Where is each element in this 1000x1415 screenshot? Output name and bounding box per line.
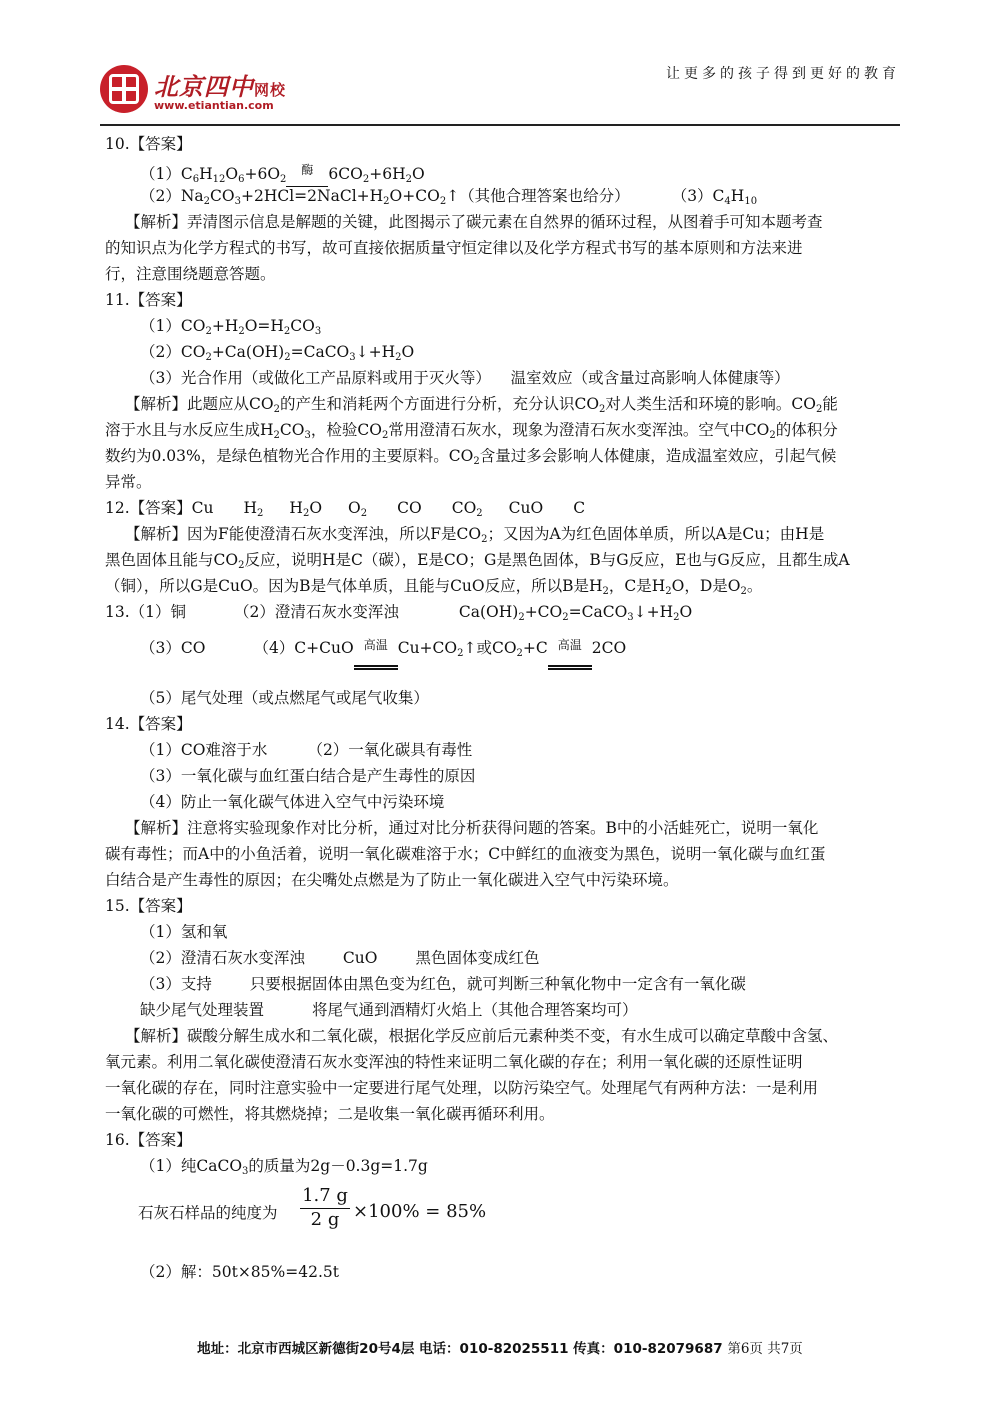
q15-explanation-4: 一氧化碳的可燃性，将其燃烧掉；二是收集一氧化碳再循环利用。 xyxy=(105,1105,555,1123)
reaction-condition: 高温 xyxy=(354,625,398,665)
q11-answer-1: $(1)CO_2+H_2O=H_2CO_3$ xyxy=(140,317,322,337)
q15-explanation-1: 【解析】碳酸分解生成水和二氧化碳，根据化学反应前后元素种类不变，有水生成可以确定草酸中含氢、 xyxy=(125,1027,839,1045)
q15-answer-4: 缺少尾气处理装置 将尾气通到酒精灯火焰上（其他合理答案均可） xyxy=(140,1001,638,1019)
reaction-condition: 酶 xyxy=(286,157,328,183)
page-number: 第6页 共7页 xyxy=(727,1341,803,1357)
header-slogan: 让更多的孩子得到更好的教育 xyxy=(666,66,900,82)
q16-heading: 16.【答案】 xyxy=(105,1131,192,1149)
q15-answer-1: （1）氢和氧 xyxy=(140,923,228,941)
q12-explanation-1: 【解析】因为F能使澄清石灰水变浑浊，所以F是$CO_2$；又因为A为红色固体单质，所以A是Cu；由H是 xyxy=(125,525,825,545)
page-footer xyxy=(0,1337,1000,1357)
q11-explanation-3: 数约为0.03%，是绿色植物光合作用的主要原料。$CO_2$含量过多会影响人体健康，造成温室效应，引起气候 xyxy=(105,447,837,467)
answer-content xyxy=(105,131,900,1285)
q15-explanation-2: 氧元素。利用二氧化碳使澄清石灰水变浑浊的特性来证明二氧化碳的存在；利用一氧化碳的还原性证明 xyxy=(105,1053,803,1071)
logo-emblem-icon xyxy=(100,65,148,113)
header-divider xyxy=(100,124,900,126)
q10-explanation-2: 的知识点为化学方程式的书写，故可直接依据质量守恒定律以及化学方程式书写的基本原则和方法来进 xyxy=(105,239,803,257)
q11-answer-3: （3）光合作用（或做化工产品原料或用于灭火等） 温室效应（或含量过高影响人体健康等） xyxy=(140,369,790,387)
q10-explanation-1: 【解析】弄清图示信息是解题的关键，此图揭示了碳元素在自然界的循环过程，从图着手可知本题考查 xyxy=(125,213,823,231)
logo-name: 北京四中网校 xyxy=(154,72,287,101)
q12-answer: 12.【答案】Cu $H_2$ $H_2O$ $O_2$ CO $CO_2$ CuO C xyxy=(105,499,586,519)
q14-explanation-2: 碳有毒性；而A中的小鱼活着，说明一氧化碳难溶于水；C中鲜红的血液变为黑色，说明一氧化碳与血红蛋 xyxy=(105,845,826,863)
q14-explanation-1: 【解析】注意将实验现象作对比分析，通过对比分析获得问题的答案。B中的小活蛙死亡，说明一氧化 xyxy=(125,819,819,837)
q14-answer-2: （3）一氧化碳与血红蛋白结合是产生毒性的原因 xyxy=(140,767,476,785)
q10-explanation-3: 行，注意围绕题意答题。 xyxy=(105,265,276,283)
q16-answer-2: （2）解：50t×85%=42.5t xyxy=(140,1263,339,1281)
school-logo xyxy=(100,63,300,121)
fraction-numerator: 1.7 g xyxy=(300,1185,350,1209)
page-header xyxy=(100,55,900,127)
purity-label: 石灰石样品的纯度为 xyxy=(138,1204,278,1222)
q15-answer-2: （2）澄清石灰水变浑浊 CuO 黑色固体变成红色 xyxy=(140,949,540,967)
q11-explanation-1: 【解析】此题应从$CO_2$的产生和消耗两个方面进行分析，充分认识$CO_2$对人类生活和环境的影响。$CO_2$能 xyxy=(125,395,838,415)
q16-answer-1: （1）纯CaCO$_3$的质量为2g－0.3g=1.7g xyxy=(140,1157,428,1177)
q15-explanation-3: 一氧化碳的存在，同时注意实验中一定要进行尾气处理，以防污染空气。处理尾气有两种方法：一是利用 xyxy=(105,1079,819,1097)
footer-address: 地址：北京市西城区新德街20号4层 电话：010-82025511 传真：010-82079687 xyxy=(197,1341,723,1357)
q10-heading: 10.【答案】 xyxy=(105,135,192,153)
q12-explanation-2: 黑色固体且能与$CO_2$反应，说明H是C（碳），E是CO；G是黑色固体，B与G反应，E也与G反应，且都生成A xyxy=(105,551,850,571)
q13-answer-3: （5）尾气处理（或点燃尾气或尾气收集） xyxy=(140,689,429,707)
logo-url: www.etiantian.com xyxy=(154,99,274,112)
q11-explanation-2: 溶于水且与水反应生成$H_2CO_3$，检验$CO_2$常用澄清石灰水，现象为澄清石灰水变浑浊。空气中$CO_2$的体积分 xyxy=(105,421,838,441)
q11-heading: 11.【答案】 xyxy=(105,291,192,309)
q11-answer-2: $(2)CO_2+Ca(OH)_2=CaCO_3↓+H_2O$ xyxy=(140,343,415,363)
purity-result: ×100% = 85% xyxy=(353,1201,487,1222)
q14-heading: 14.【答案】 xyxy=(105,715,192,733)
q15-heading: 15.【答案】 xyxy=(105,897,192,915)
q10-answer-2: $(2)Na_2CO_3+2HCl=2NaCl+H_2O+CO_2↑$（其他合理答案也给分） $(3)C_4H_{10}$ xyxy=(140,187,758,207)
q14-explanation-3: 白结合是产生毒性的原因；在尖嘴处点燃是为了防止一氧化碳进入空气中污染环境。 xyxy=(105,871,679,889)
q15-answer-3: （3）支持 只要根据固体由黑色变为红色，就可判断三种氧化物中一定含有一氧化碳 xyxy=(140,975,746,993)
q14-answer-3: （4）防止一氧化碳气体进入空气中污染环境 xyxy=(140,793,445,811)
q13-answer-1: 13.（1）铜 （2）澄清石灰水变浑浊 $Ca(OH)_2+CO_2=CaCO_3↓+H_2O$ xyxy=(105,603,693,623)
q14-answer-1: （1）CO难溶于水 （2）一氧化碳具有毒性 xyxy=(140,741,473,759)
purity-fraction xyxy=(300,1185,350,1230)
q13-answer-2: （3）CO （4）C+CuO 高温 $Cu+CO_2↑$或$CO_2+C$ 高温 2CO xyxy=(105,625,900,665)
fraction-denominator: 2 g xyxy=(310,1209,340,1230)
q10-answer-1: $(1)C_6H_{12}O_6+6O_2$酶 $6CO_2+6H_2O$ xyxy=(105,157,900,183)
q11-explanation-4: 异常。 xyxy=(105,473,152,491)
q16-purity-formula xyxy=(105,1179,900,1241)
q12-explanation-3: （铜），所以G是CuO。因为B是气体单质，且能与CuO反应，所以B是$H_2$，C是$H_2O$，D是$O_2$。 xyxy=(105,577,763,597)
reaction-condition: 高温 xyxy=(548,625,592,665)
